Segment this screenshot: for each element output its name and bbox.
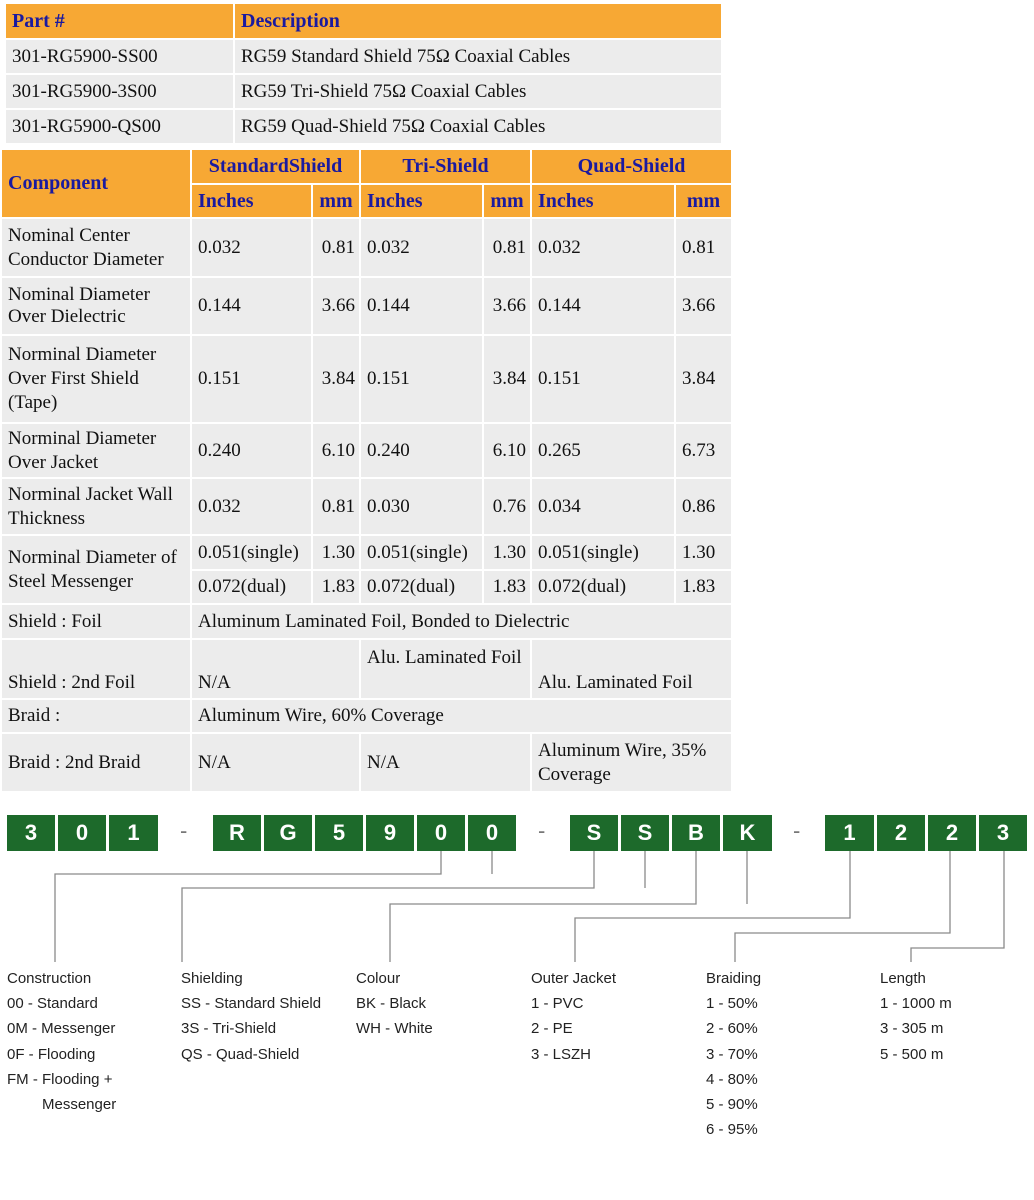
legend-item: BK - Black <box>356 995 427 1013</box>
value-cell: 0.81 <box>676 219 731 276</box>
value-cell: 0.072(dual) <box>192 571 311 603</box>
value-cell: N/A <box>192 640 359 698</box>
inches-unit-header: Inches <box>361 185 482 217</box>
legend-item: 1 - PVC <box>531 995 584 1013</box>
legend-item: Messenger <box>42 1096 117 1114</box>
value-cell: 0.051(single) <box>532 536 674 569</box>
component-label: Norminal Diameter of Steel Messenger <box>2 536 190 603</box>
legend-title: Construction <box>7 970 92 987</box>
value-cell: Alu. Laminated Foil <box>361 640 530 698</box>
legend-item: 5 - 500 m <box>880 1045 944 1063</box>
legend-shielding <box>181 966 321 1067</box>
code-box: 5 <box>315 815 363 851</box>
connector-line <box>55 851 441 962</box>
value-cell: 3.66 <box>676 278 731 334</box>
legend-item: 3S - Tri-Shield <box>181 1020 277 1038</box>
legend-item: 1 - 1000 m <box>880 995 952 1013</box>
value-cell: 0.81 <box>313 219 359 276</box>
value-cell: 1.30 <box>484 536 530 569</box>
code-box: 3 <box>979 815 1027 851</box>
legend-item: 0M - Messenger <box>7 1020 116 1038</box>
description-cell: RG59 Quad-Shield 75Ω Coaxial Cables <box>235 110 721 143</box>
value-cell: 0.76 <box>484 479 530 534</box>
mm-unit-header: mm <box>676 185 731 217</box>
value-cell: 0.051(single) <box>361 536 482 569</box>
value-cell: 6.73 <box>676 424 731 477</box>
legend-title: Shielding <box>181 970 243 987</box>
part-number-cell: 301-RG5900-QS00 <box>6 110 233 143</box>
component-label: Norminal Diameter Over Jacket <box>2 424 190 477</box>
legend-item: FM - Flooding + <box>7 1070 113 1088</box>
connector-line <box>911 851 1004 962</box>
value-cell: 1.83 <box>484 571 530 603</box>
value-cell: 3.84 <box>484 336 530 422</box>
code-box: 3 <box>7 815 55 851</box>
description-cell: RG59 Tri-Shield 75Ω Coaxial Cables <box>235 75 721 108</box>
legend-item: 3 - LSZH <box>531 1045 592 1063</box>
legend-item: 00 - Standard <box>7 995 98 1013</box>
value-cell: 0.032 <box>192 479 311 534</box>
component-label: Braid : 2nd Braid <box>2 734 190 791</box>
code-box: G <box>264 815 312 851</box>
value-cell: 0.030 <box>361 479 482 534</box>
value-cell: 1.83 <box>676 571 731 603</box>
code-box: 0 <box>417 815 465 851</box>
value-cell: 0.072(dual) <box>361 571 482 603</box>
legend-outer-jacket <box>531 966 616 1067</box>
value-cell: 6.10 <box>313 424 359 477</box>
component-label: Shield : 2nd Foil <box>2 640 190 698</box>
value-cell: 0.032 <box>361 219 482 276</box>
mm-unit-header: mm <box>313 185 359 217</box>
inches-unit-header: Inches <box>532 185 674 217</box>
component-label: Shield : Foil <box>2 605 190 638</box>
value-cell: 0.144 <box>532 278 674 334</box>
value-cell: 0.86 <box>676 479 731 534</box>
value-cell: 0.051(single) <box>192 536 311 569</box>
value-cell: 1.83 <box>313 571 359 603</box>
legend-item: 4 - 80% <box>706 1070 758 1088</box>
description-header: Description <box>235 4 721 38</box>
component-label: Nominal Center Conductor Diameter <box>2 219 190 276</box>
value-cell: 0.240 <box>192 424 311 477</box>
component-label: Norminal Diameter Over First Shield (Tape) <box>2 336 190 422</box>
value-cell: 3.84 <box>313 336 359 422</box>
component-label: Norminal Jacket Wall Thickness <box>2 479 190 534</box>
connector-line <box>575 851 850 962</box>
value-cell: 0.240 <box>361 424 482 477</box>
value-cell: 0.81 <box>484 219 530 276</box>
legend-length <box>880 966 952 1067</box>
code-box: 2 <box>928 815 976 851</box>
value-cell: 0.072(dual) <box>532 571 674 603</box>
value-cell: 1.30 <box>313 536 359 569</box>
code-box: K <box>723 815 772 851</box>
legend-item: 3 - 305 m <box>880 1020 944 1038</box>
value-cell: 0.265 <box>532 424 674 477</box>
code-box: R <box>213 815 261 851</box>
part-number-cell: 301-RG5900-3S00 <box>6 75 233 108</box>
value-cell: Aluminum Wire, 60% Coverage <box>192 700 731 732</box>
code-box: 2 <box>877 815 925 851</box>
part-number-cell: 301-RG5900-SS00 <box>6 40 233 73</box>
value-cell: 0.034 <box>532 479 674 534</box>
code-separator: - <box>180 818 188 843</box>
value-cell: 0.151 <box>192 336 311 422</box>
value-cell: 0.81 <box>313 479 359 534</box>
legend-item: 1 - 50% <box>706 995 758 1013</box>
value-cell: 3.84 <box>676 336 731 422</box>
legend-braiding <box>706 966 761 1142</box>
connector-line <box>182 851 594 962</box>
value-cell: 0.032 <box>532 219 674 276</box>
legend-item: SS - Standard Shield <box>181 995 322 1013</box>
value-cell: N/A <box>361 734 530 791</box>
code-separator: - <box>538 818 546 843</box>
code-separator: - <box>793 818 801 843</box>
quad-shield-header: Quad-Shield <box>532 150 731 183</box>
code-box: S <box>570 815 618 851</box>
value-cell: 0.151 <box>361 336 482 422</box>
legend-item: 0F - Flooding <box>7 1045 96 1063</box>
value-cell: N/A <box>192 734 359 791</box>
code-box: S <box>621 815 669 851</box>
legend-item: 2 - 60% <box>706 1020 758 1038</box>
component-header: Component <box>2 150 190 217</box>
legend-item: WH - White <box>356 1020 433 1038</box>
value-cell: Alu. Laminated Foil <box>532 640 731 698</box>
value-cell: 0.144 <box>361 278 482 334</box>
code-box: B <box>672 815 720 851</box>
legend-item: 2 - PE <box>531 1020 573 1038</box>
value-cell: Aluminum Wire, 35% Coverage <box>532 734 731 791</box>
legend-item: 3 - 70% <box>706 1045 758 1063</box>
inches-unit-header: Inches <box>192 185 311 217</box>
value-cell: 3.66 <box>313 278 359 334</box>
legend-colour <box>356 966 433 1042</box>
value-cell: 0.032 <box>192 219 311 276</box>
mm-unit-header: mm <box>484 185 530 217</box>
legend-title: Braiding <box>706 970 762 987</box>
legend-item: 5 - 90% <box>706 1096 758 1114</box>
code-box: 1 <box>109 815 158 851</box>
value-cell: 0.144 <box>192 278 311 334</box>
value-cell: 6.10 <box>484 424 530 477</box>
connector-line <box>390 851 696 962</box>
code-box: 9 <box>366 815 414 851</box>
value-cell: 1.30 <box>676 536 731 569</box>
legend-title: Colour <box>356 970 401 987</box>
value-cell: 0.151 <box>532 336 674 422</box>
code-box: 0 <box>58 815 106 851</box>
component-label: Nominal Diameter Over Dielectric <box>2 278 190 334</box>
value-cell: Aluminum Laminated Foil, Bonded to Dielectric <box>192 605 731 638</box>
component-label: Braid : <box>2 700 190 732</box>
description-cell: RG59 Standard Shield 75Ω Coaxial Cables <box>235 40 721 73</box>
legend-construction <box>7 966 116 1117</box>
legend-item: QS - Quad-Shield <box>181 1045 300 1063</box>
code-box: 1 <box>825 815 874 851</box>
connector-line <box>735 851 950 962</box>
tri-shield-header: Tri-Shield <box>361 150 530 183</box>
part-number-header: Part # <box>6 4 233 38</box>
code-box: 0 <box>468 815 516 851</box>
legend-item: 6 - 95% <box>706 1121 758 1139</box>
legend-title: Outer Jacket <box>531 970 617 987</box>
standard-shield-header: StandardShield <box>192 150 359 183</box>
value-cell: 3.66 <box>484 278 530 334</box>
legend-title: Length <box>880 970 926 987</box>
